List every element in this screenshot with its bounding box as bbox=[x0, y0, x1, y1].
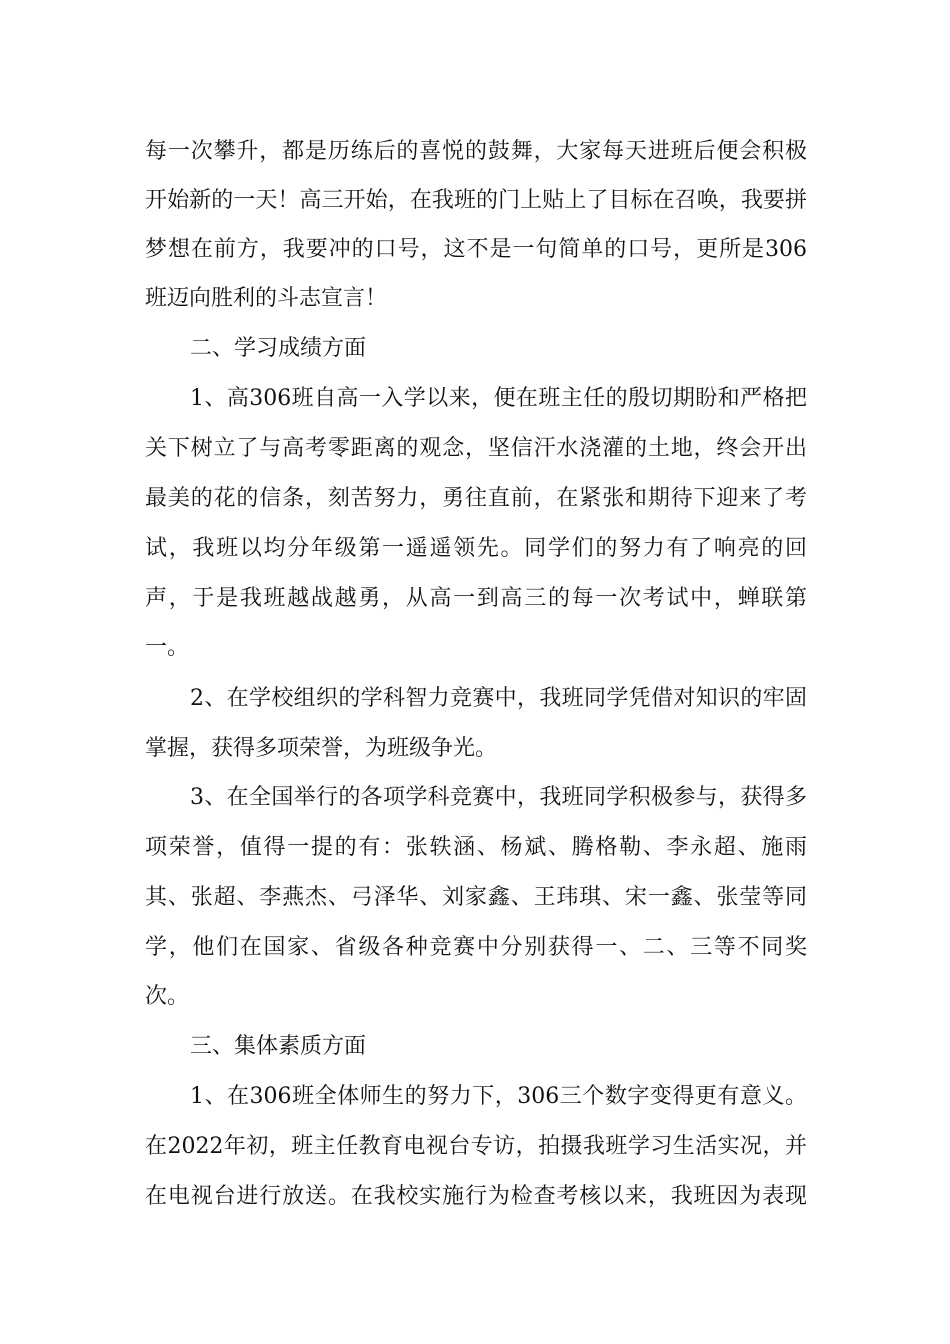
text-line: 3、在全国举行的各项学科竞赛中，我班同学积极参与，获得多 bbox=[190, 785, 807, 810]
text-line: 梦想在前方，我要冲的口号，这不是一句简单的口号，更所是306 bbox=[145, 237, 807, 262]
text-line: 学，他们在国家、省级各种竞赛中分别获得一、二、三等不同奖 bbox=[145, 935, 807, 960]
text-line: 班迈向胜利的斗志宣言！ bbox=[145, 286, 388, 311]
text-line: 声，于是我班越战越勇，从高一到高三的每一次考试中，蝉联第 bbox=[145, 586, 807, 611]
text-line: 1、高306班自高一入学以来，便在班主任的殷切期盼和严格把 bbox=[190, 386, 807, 411]
text-line: 其、张超、李燕杰、弓泽华、刘家鑫、王玮琪、宋一鑫、张莹等同 bbox=[145, 885, 807, 910]
section-heading: 三、集体素质方面 bbox=[190, 1034, 367, 1059]
text-line: 2、在学校组织的学科智力竞赛中，我班同学凭借对知识的牢固 bbox=[190, 686, 807, 711]
text-line: 次。 bbox=[145, 984, 190, 1009]
text-line: 项荣誉，值得一提的有：张轶涵、杨斌、腾格勒、李永超、施雨 bbox=[145, 835, 807, 860]
text-line: 在2022年初，班主任教育电视台专访，拍摄我班学习生活实况，并 bbox=[145, 1134, 807, 1159]
text-line: 掌握，获得多项荣誉，为班级争光。 bbox=[145, 736, 498, 761]
text-line: 开始新的一天！高三开始，在我班的门上贴上了目标在召唤，我要拼 bbox=[145, 188, 807, 213]
text-line: 一。 bbox=[145, 635, 190, 660]
text-line: 在电视台进行放送。在我校实施行为检查考核以来，我班因为表现 bbox=[145, 1184, 807, 1209]
text-line: 关下树立了与高考零距离的观念，坚信汗水浇灌的土地，终会开出 bbox=[145, 436, 807, 461]
section-heading: 二、学习成绩方面 bbox=[190, 336, 367, 361]
text-line: 每一次攀升，都是历练后的喜悦的鼓舞，大家每天进班后便会积极 bbox=[145, 139, 807, 164]
text-line: 最美的花的信条，刻苦努力，勇往直前，在紧张和期待下迎来了考 bbox=[145, 486, 807, 511]
text-line: 试，我班以均分年级第一遥遥领先。同学们的努力有了响亮的回 bbox=[145, 536, 807, 561]
text-line: 1、在306班全体师生的努力下，306三个数字变得更有意义。 bbox=[190, 1084, 807, 1109]
